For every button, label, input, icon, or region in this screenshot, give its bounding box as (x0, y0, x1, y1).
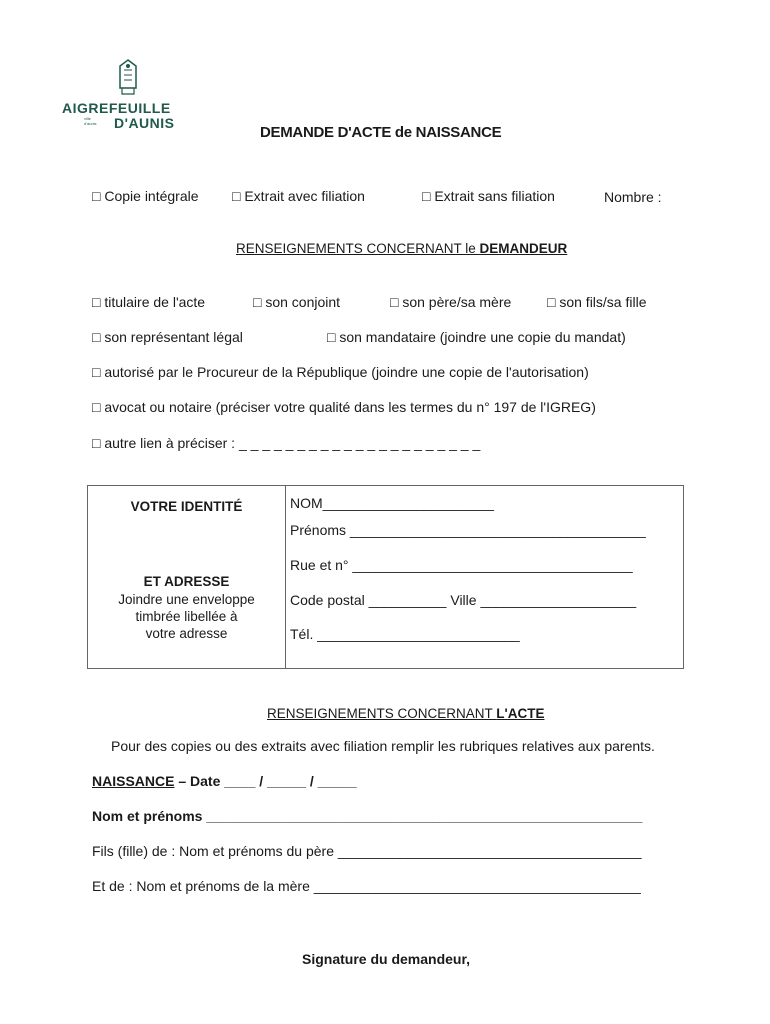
commune-logo (62, 58, 182, 136)
number-label: Nombre : (604, 189, 662, 205)
document-title: DEMANDE D'ACTE de NAISSANCE (260, 124, 502, 141)
nom-field[interactable]: NOM______________________ (290, 495, 494, 511)
castle-tower-icon (114, 58, 142, 98)
code-postal-ville-field[interactable]: Code postal __________ Ville ____________________ (290, 592, 637, 608)
section-act-heading (267, 706, 545, 721)
identity-title: VOTRE IDENTITÉ (130, 499, 243, 514)
prenoms-field[interactable]: Prénoms ______________________________________ (290, 522, 646, 538)
identity-box (87, 485, 684, 669)
section-requester-heading (236, 241, 567, 256)
section-requester-prefix: RENSEIGNEMENTS CONCERNANT le (236, 241, 480, 256)
mother-field[interactable]: Et de : Nom et prénoms de la mère __________________________________________ (92, 878, 641, 894)
identity-box-divider (285, 486, 286, 668)
option-mandataire[interactable]: □ son mandataire (joindre une copie du mandat) (327, 329, 626, 345)
option-titulaire[interactable]: □ titulaire de l'acte (92, 294, 206, 310)
section-act-prefix: RENSEIGNEMENTS CONCERNANT (267, 706, 497, 721)
envelope-note-2: timbrée libellée à (135, 609, 238, 624)
act-instructions: Pour des copies ou des extraits avec filiation remplir les rubriques relatives aux parents. (111, 738, 655, 754)
section-act-emphasis: L'ACTE (496, 706, 545, 721)
option-autre-lien[interactable]: □ autre lien à préciser : _ _ _ _ _ _ _ _ _ _ _ _ _ _ _ _ _ _ _ _ _ (92, 435, 481, 451)
names-field[interactable]: Nom et prénoms ________________________________________________________ (92, 808, 643, 824)
option-avocat[interactable]: □ avocat ou notaire (préciser votre qualité dans les termes du n° 197 de l'IGREG) (92, 399, 596, 415)
logo-text-aigrefeuille: AIGREFEUILLE (62, 100, 171, 116)
address-title: ET ADRESSE (143, 574, 230, 589)
option-fils-fille[interactable]: □ son fils/sa fille (547, 294, 647, 310)
rue-field[interactable]: Rue et n° ____________________________________ (290, 557, 633, 573)
option-procureur[interactable]: □ autorisé par le Procureur de la République (joindre une copie de l'autorisation) (92, 364, 589, 380)
option-extrait-avec-filiation[interactable]: □ Extrait avec filiation (232, 188, 365, 204)
option-copie-integrale[interactable]: □ Copie intégrale (92, 188, 199, 204)
section-requester-emphasis: DEMANDEUR (479, 241, 568, 256)
birth-label: NAISSANCE (92, 773, 175, 789)
envelope-note-1: Joindre une enveloppe (118, 592, 255, 607)
signature-label: Signature du demandeur, (302, 951, 471, 967)
envelope-note-3: votre adresse (145, 626, 228, 641)
birth-date-row (92, 773, 357, 789)
option-representant[interactable]: □ son représentant légal (92, 329, 243, 345)
option-extrait-sans-filiation[interactable]: □ Extrait sans filiation (422, 188, 555, 204)
birth-date-field[interactable]: – Date ____ / _____ / _____ (174, 773, 357, 789)
option-pere-mere[interactable]: □ son père/sa mère (390, 294, 512, 310)
option-conjoint[interactable]: □ son conjoint (253, 294, 341, 310)
father-field[interactable]: Fils (fille) de : Nom et prénoms du père _______________________________________ (92, 843, 642, 859)
logo-text-daunis: D'AUNIS (114, 115, 175, 131)
tel-field[interactable]: Tél. __________________________ (290, 626, 520, 642)
logo-text-small: ville d'aunis (84, 116, 97, 126)
